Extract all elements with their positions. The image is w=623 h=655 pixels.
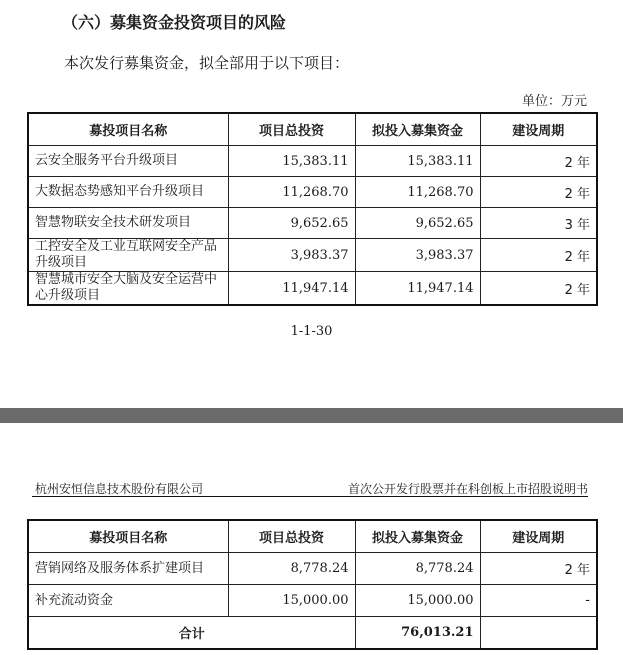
project-period: 2 年 — [480, 553, 597, 585]
investment-table-page2 — [27, 519, 598, 650]
project-period: 3 年 — [480, 208, 597, 239]
table-header-row — [28, 520, 597, 553]
col-header-raised: 拟投入募集资金 — [355, 113, 480, 146]
col-header-period: 建设周期 — [480, 520, 597, 553]
project-period: - — [480, 585, 597, 617]
page-divider — [0, 408, 623, 423]
page-header-document: 首次公开发行股票并在科创板上市招股说明书 — [347, 482, 588, 496]
total-period-empty — [480, 617, 597, 650]
project-raised: 11,947.14 — [355, 272, 480, 306]
project-raised: 11,268.70 — [355, 177, 480, 208]
total-raised: 76,013.21 — [355, 617, 480, 650]
project-name: 营销网络及服务体系扩建项目 — [28, 553, 228, 585]
section-heading: （六）募集资金投资项目的风险 — [62, 13, 287, 32]
project-total: 15,000.00 — [228, 585, 355, 617]
project-raised: 9,652.65 — [355, 208, 480, 239]
intro-paragraph: 本次发行募集资金，拟全部用于以下项目： — [64, 54, 350, 72]
project-total: 11,268.70 — [228, 177, 355, 208]
project-total: 15,383.11 — [228, 146, 355, 177]
page-number: 1-1-30 — [290, 324, 333, 339]
project-period: 2 年 — [480, 146, 597, 177]
project-name: 智慧物联安全技术研发项目 — [28, 208, 228, 239]
table-row — [28, 272, 597, 306]
col-header-name: 募投项目名称 — [28, 113, 228, 146]
unit-label: 单位：万元 — [521, 94, 587, 109]
project-name: 智慧城市安全大脑及安全运营中心升级项目 — [28, 272, 228, 306]
col-header-total: 项目总投资 — [228, 520, 355, 553]
page-header-company: 杭州安恒信息技术股份有限公司 — [35, 482, 204, 496]
project-raised: 3,983.37 — [355, 239, 480, 272]
project-total: 3,983.37 — [228, 239, 355, 272]
total-row — [28, 617, 597, 650]
table-row — [28, 553, 597, 585]
table-row — [28, 239, 597, 272]
project-name: 工控安全及工业互联网安全产品升级项目 — [28, 239, 228, 272]
project-total: 11,947.14 — [228, 272, 355, 306]
project-raised: 15,383.11 — [355, 146, 480, 177]
investment-table-page1 — [27, 112, 598, 306]
col-header-period: 建设周期 — [480, 113, 597, 146]
project-name: 补充流动资金 — [28, 585, 228, 617]
project-raised: 15,000.00 — [355, 585, 480, 617]
project-period: 2 年 — [480, 239, 597, 272]
project-name: 大数据态势感知平台升级项目 — [28, 177, 228, 208]
project-period: 2 年 — [480, 272, 597, 306]
col-header-name: 募投项目名称 — [28, 520, 228, 553]
col-header-total: 项目总投资 — [228, 113, 355, 146]
project-period: 2 年 — [480, 177, 597, 208]
header-rule — [32, 496, 588, 497]
project-total: 9,652.65 — [228, 208, 355, 239]
total-label: 合计 — [28, 617, 355, 650]
col-header-raised: 拟投入募集资金 — [355, 520, 480, 553]
project-raised: 8,778.24 — [355, 553, 480, 585]
table-row — [28, 208, 597, 239]
table-row — [28, 146, 597, 177]
table-row — [28, 177, 597, 208]
project-total: 8,778.24 — [228, 553, 355, 585]
table-header-row — [28, 113, 597, 146]
table-row — [28, 585, 597, 617]
project-name: 云安全服务平台升级项目 — [28, 146, 228, 177]
